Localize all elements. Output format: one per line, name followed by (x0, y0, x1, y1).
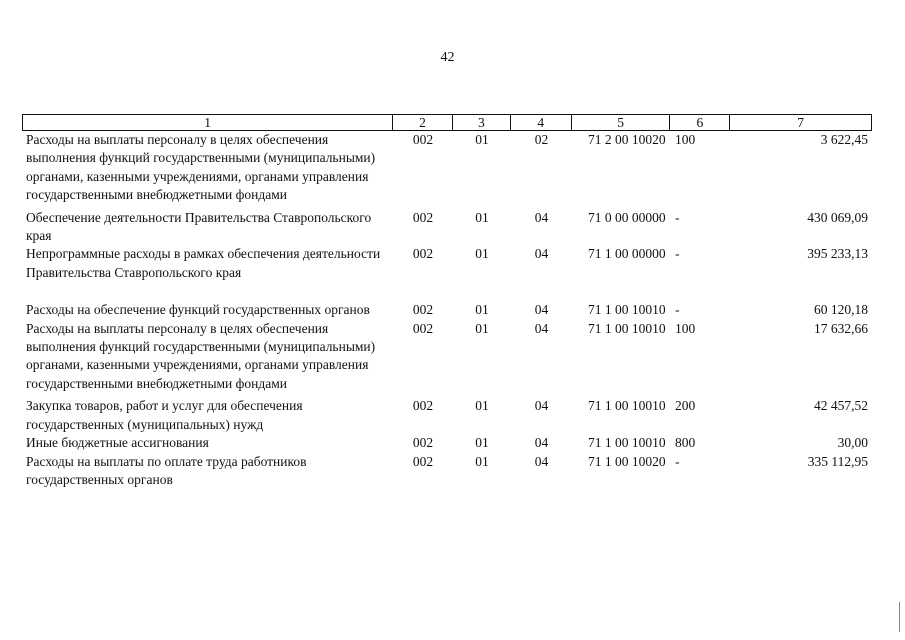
column-header: 7 (797, 115, 805, 130)
column-header: 3 (453, 115, 511, 130)
budget-table (22, 114, 872, 489)
row-description: Расходы на обеспечение функций государственных органов (26, 302, 370, 318)
row-subsection-code: 02 (534, 132, 549, 147)
row-expense-type: 200 (675, 398, 696, 414)
row-description: Расходы на выплаты персоналу в целях обеспечения выполнения функций государственными (муниципальными) органами, казенными учреждениями, органами управления государственными внебюджетными фондами (26, 320, 376, 391)
row-subsection-code: 04 (534, 302, 549, 318)
row-subsection-code: 04 (534, 398, 549, 414)
row-ministry-code: 002 (412, 302, 434, 318)
table-row (22, 245, 872, 282)
row-target-code: 71 2 00 10020 (588, 132, 666, 147)
page-number: 42 (440, 50, 455, 65)
row-subsection-code: 04 (534, 435, 549, 451)
row-description: Закупка товаров, работ и услуг для обеспечения государственных (муниципальных) нужд (26, 398, 303, 432)
row-section-code: 01 (475, 398, 489, 414)
table-row (22, 301, 872, 319)
row-ministry-code: 002 (412, 320, 434, 336)
row-description: Непрограммные расходы в рамках обеспечения деятельности Правительства Ставропольского края (26, 246, 381, 280)
row-expense-type: - (675, 302, 680, 318)
table-row (22, 131, 872, 205)
row-ministry-code: 002 (412, 453, 434, 469)
row-ministry-code: 002 (412, 435, 434, 451)
row-target-code: 71 1 00 10020 (588, 453, 666, 469)
row-amount: 3 622,45 (820, 132, 868, 147)
row-description: Обеспечение деятельности Правительства Ставропольского края (26, 209, 372, 244)
row-expense-type: 800 (675, 435, 696, 451)
scan-margin-line (899, 602, 900, 632)
column-header: 4 (511, 115, 572, 130)
table-row (22, 209, 872, 246)
row-amount: 335 112,95 (807, 453, 868, 469)
row-description: Расходы на выплаты персоналу в целях обеспечения выполнения функций государственными (муниципальными) органами, казенными учреждениями, органами управления государственными внебюджетными фондами (26, 132, 376, 203)
row-subsection-code: 04 (534, 246, 549, 262)
row-section-code: 01 (475, 209, 489, 225)
row-target-code: 71 1 00 00000 (588, 246, 666, 262)
row-ministry-code: 002 (412, 132, 434, 147)
row-ministry-code: 002 (412, 246, 434, 262)
row-target-code: 71 1 00 10010 (588, 398, 666, 414)
table-header-row (22, 114, 872, 131)
row-expense-type: 100 (675, 132, 696, 147)
table-row (22, 453, 872, 490)
row-expense-type: - (675, 209, 680, 225)
row-amount: 17 632,66 (814, 320, 868, 336)
row-target-code: 71 1 00 10010 (588, 435, 666, 451)
column-header: 5 (572, 115, 671, 130)
row-ministry-code: 002 (412, 398, 434, 414)
row-subsection-code: 04 (534, 453, 549, 469)
table-row (22, 397, 872, 434)
row-section-code: 01 (475, 132, 489, 147)
row-description: Расходы на выплаты по оплате труда работников государственных органов (26, 453, 307, 487)
row-section-code: 01 (475, 246, 489, 262)
row-expense-type: 100 (675, 320, 696, 336)
row-description: Иные бюджетные ассигнования (26, 435, 209, 451)
row-target-code: 71 1 00 10010 (588, 320, 666, 336)
table-row (22, 434, 872, 452)
row-expense-type: - (675, 453, 680, 469)
row-amount: 30,00 (837, 435, 868, 451)
row-subsection-code: 04 (534, 320, 549, 336)
row-expense-type: - (675, 246, 680, 262)
row-target-code: 71 1 00 10010 (588, 302, 666, 318)
column-header: 6 (670, 115, 730, 130)
row-target-code: 71 0 00 00000 (588, 209, 666, 225)
row-section-code: 01 (475, 435, 489, 451)
row-amount: 60 120,18 (814, 302, 868, 318)
table-row (22, 320, 872, 394)
row-section-code: 01 (475, 320, 489, 336)
row-section-code: 01 (475, 453, 489, 469)
column-header: 2 (393, 115, 453, 130)
row-amount: 42 457,52 (814, 398, 868, 414)
row-ministry-code: 002 (412, 209, 434, 225)
row-amount: 395 233,13 (807, 246, 868, 262)
column-header: 1 (23, 115, 393, 130)
row-subsection-code: 04 (534, 209, 549, 225)
row-amount: 430 069,09 (807, 209, 868, 225)
row-section-code: 01 (475, 302, 489, 318)
